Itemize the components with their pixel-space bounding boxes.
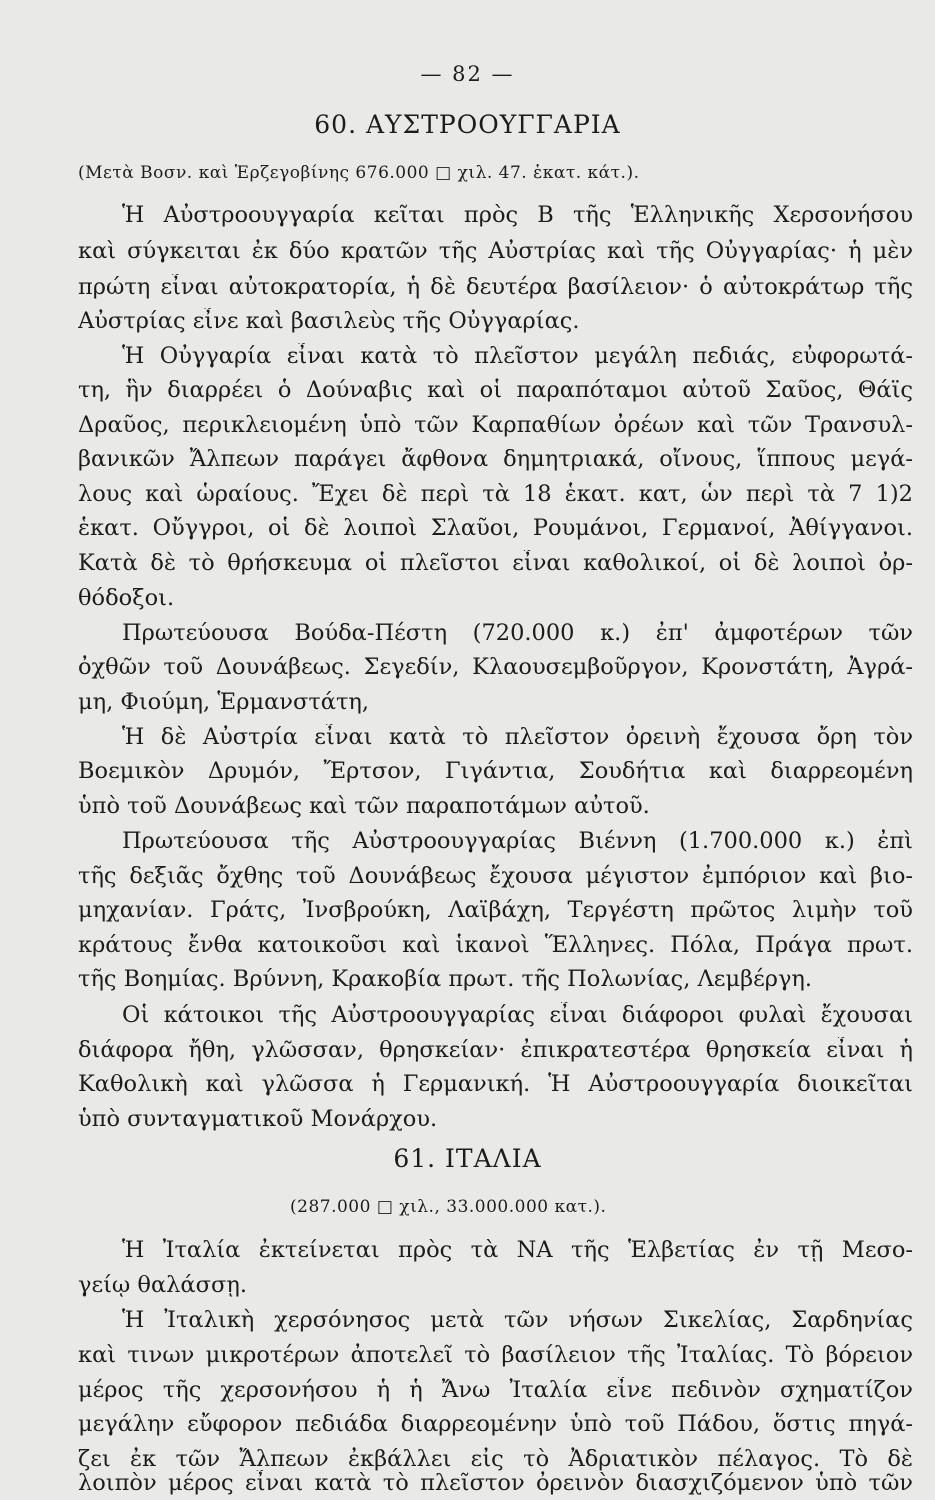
text-line: τῆς Βοημίας. Βρύννη, Κρακοβία πρωτ. τῆς Πολωνίας, Λεμβέργη. — [78, 966, 813, 992]
section-60-subtitle: (Μετὰ Βοσν. καὶ Ἑρζεγοβίνης 676.000 □ χιλ. 47. ἑκατ. κάτ.). — [78, 163, 640, 183]
text-line: Κατὰ δὲ τὸ θρήσκευμα οἱ πλεῖστοι εἶναι καθολικοί, οἱ δὲ λοιποὶ ὀρ- — [78, 550, 913, 576]
text-line: τῆς δεξιᾶς ὄχθης τοῦ Δουνάβεως ἔχουσα μέγιστον ἐμπόριον καὶ βιο- — [78, 863, 913, 889]
text-line: Καθολικὴ καὶ γλῶσσα ἡ Γερμανική. Ἡ Αὐστροουγγαρία διοικεῖται — [78, 1071, 913, 1097]
text-line: μη, Φιούμη, Ἑρμανστάτη, — [78, 689, 370, 715]
text-line: Ἡ Ἰταλικὴ χερσόνησος μετὰ τῶν νήσων Σικελίας, Σαρδηνίας — [122, 1307, 913, 1333]
text-line: μέρος τῆς χερσονήσου ἡ ἡ Ἄνω Ἰταλία εἶνε πεδινὸν σχηματίζον — [78, 1377, 913, 1403]
text-line: πρώτη εἶναι αὐτοκρατορία, ἡ δὲ δευτέρα βασίλειον· ὁ αὐτοκράτωρ τῆς — [78, 274, 913, 300]
text-line: θόδοξοι. — [78, 585, 175, 611]
text-line: ζει ἐκ τῶν Ἄλπεων ἐκβάλλει εἰς τὸ Ἀδριατικὸν πέλαγος. Τὸ δὲ — [78, 1446, 913, 1472]
text-line: ὀχθῶν τοῦ Δουνάβεως. Σεγεδίν, Κλαουσεμβοῦργον, Κρονστάτη, Ἀγρά- — [78, 654, 913, 680]
text-line: ὑπὸ τοῦ Δουνάβεως καὶ τῶν παραποτάμων αὐτοῦ. — [78, 793, 650, 819]
page-number: — 82 — — [420, 62, 515, 86]
text-line: Πρωτεύουσα Βούδα-Πέστη (720.000 κ.) ἐπ' ἀμφοτέρων τῶν — [122, 620, 913, 646]
text-line: Ἡ Ἰταλία ἐκτείνεται πρὸς τὰ ΝΑ τῆς Ἑλβετίας ἐν τῇ Μεσο- — [122, 1237, 913, 1263]
text-line: διάφορα ἤθη, γλῶσσαν, θρησκείαν· ἐπικρατεστέρα θρησκεία εἶναι ἡ — [78, 1037, 913, 1063]
text-line: ἑκατ. Οὔγγροι, οἱ δὲ λοιποὶ Σλαῦοι, Ρουμάνοι, Γερμανοί, Ἀθίγγανοι. — [78, 515, 913, 541]
text-line: μεγάλην εὔφορον πεδιάδα διαρρεομένην ὑπὸ τοῦ Πάδου, ὅστις πηγά- — [78, 1411, 913, 1437]
text-line: Πρωτεύουσα τῆς Αὐστροουγγαρίας Βιέννη (1.700.000 κ.) ἐπὶ — [122, 828, 913, 854]
text-line: Βοεμικὸν Δρυμόν, Ἔρτσον, Γιγάντια, Σουδήτια καὶ διαρρεομένη — [78, 758, 913, 784]
section-61-subtitle: (287.000 □ χιλ., 33.000.000 κατ.). — [290, 1197, 607, 1217]
text-line: Ἡ Αὐστροουγγαρία κεῖται πρὸς Β τῆς Ἑλληνικῆς Χερσονήσου — [122, 202, 913, 228]
text-line: λοιπὸν μέρος εἶναι κατὰ τὸ πλεῖστον ὀρεινὸν διασχιζόμενον ὑπὸ τῶν — [78, 1470, 913, 1496]
text-line: καὶ σύγκειται ἐκ δύο κρατῶν τῆς Αὐστρίας καὶ τῆς Οὐγγαρίας· ἡ μὲν — [78, 238, 913, 264]
text-line: κράτους ἔνθα κατοικοῦσι καὶ ἱκανοὶ Ἕλληνες. Πόλα, Πράγα πρωτ. — [78, 932, 913, 958]
text-line: βανικῶν Ἄλπεων παράγει ἄφθονα δημητριακά, οἴνους, ἵππους μεγά- — [78, 446, 913, 472]
text-line: μηχανίαν. Γράτς, Ἰνσβρούκη, Λαϊβάχη, Τεργέστη πρῶτος λιμὴν τοῦ — [78, 897, 913, 923]
text-line: Αὐστρίας εἶνε καὶ βασιλεὺς τῆς Οὐγγαρίας. — [78, 308, 580, 334]
text-line: Ἡ Οὐγγαρία εἶναι κατὰ τὸ πλεῖστον μεγάλη πεδιάς, εὐφορωτά- — [122, 343, 913, 369]
section-60-heading: 60. ΑΥΣΤΡΟΟΥΓΓΑΡΙΑ — [314, 110, 621, 139]
text-line: λους καὶ ὡραίους. Ἔχει δὲ περὶ τὰ 18 ἑκατ. κατ, ὧν περὶ τὰ 7 1)2 — [78, 481, 913, 507]
text-line: καὶ τινων μικροτέρων ἀποτελεῖ τὸ βασίλειον τῆς Ἰταλίας. Τὸ βόρειον — [78, 1342, 913, 1368]
text-line: γείῳ θαλάσσῃ. — [78, 1272, 247, 1298]
text-line: Οἱ κάτοικοι τῆς Αὐστροουγγαρίας εἶναι διάφοροι φυλαὶ ἔχουσαι — [122, 1002, 913, 1028]
text-line: Ἡ δὲ Αὐστρία εἶναι κατὰ τὸ πλεῖστον ὀρεινὴ ἔχουσα ὄρη τὸν — [122, 724, 913, 750]
text-line: Δραῦος, περικλειομένη ὑπὸ τῶν Καρπαθίων ὀρέων καὶ τῶν Τρανσυλ- — [78, 412, 913, 438]
section-61-heading: 61. ΙΤΑΛΙΑ — [393, 1144, 542, 1173]
text-line: τη, ἣν διαρρέει ὁ Δούναβις καὶ οἱ παραπόταμοι αὐτοῦ Σαῦος, Θάϊς — [78, 377, 913, 403]
text-line: ὑπὸ συνταγματικοῦ Μονάρχου. — [78, 1106, 438, 1132]
